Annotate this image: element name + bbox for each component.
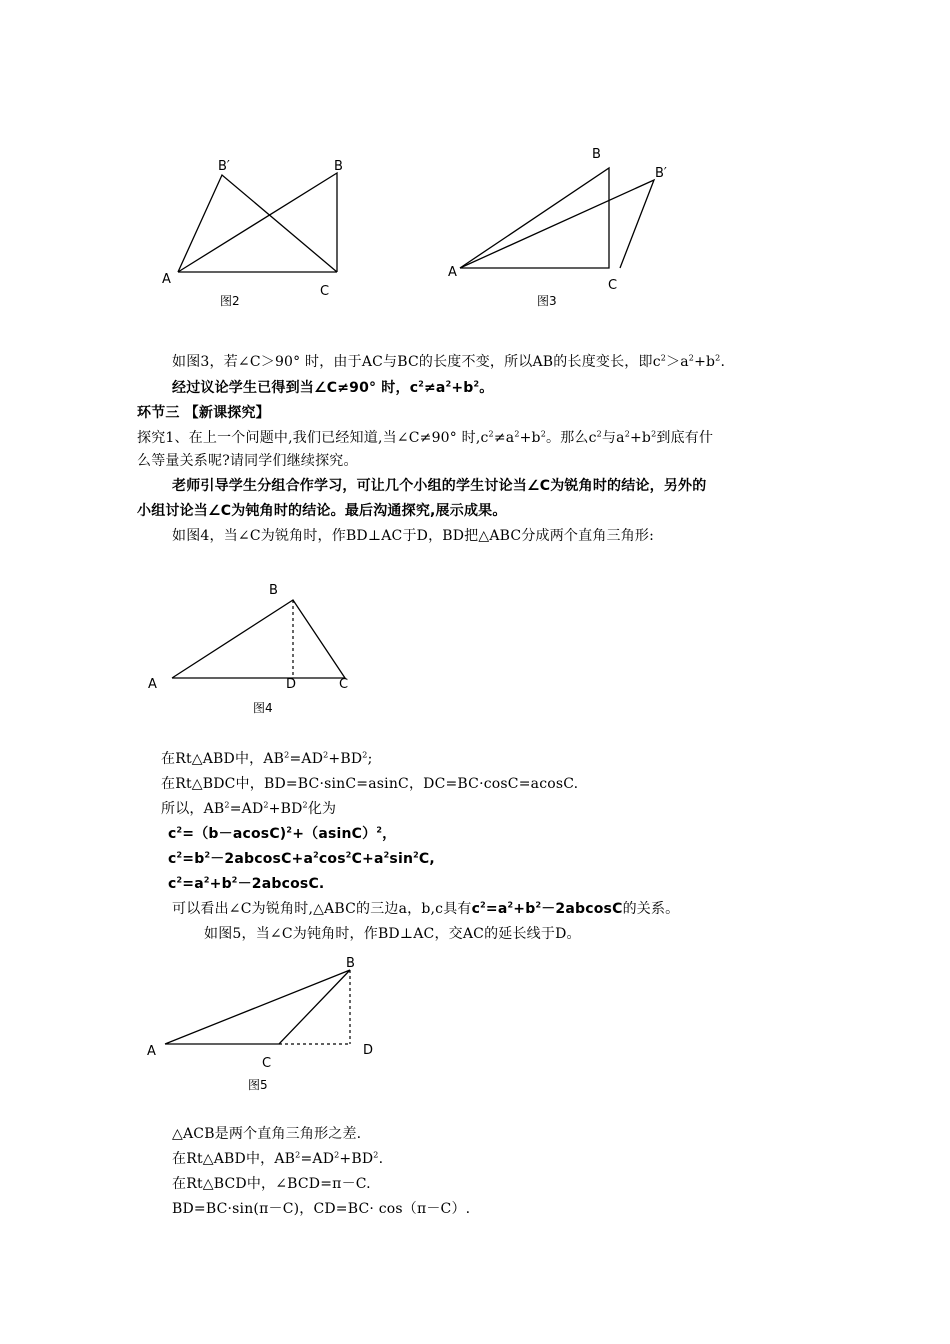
bd-cd-line: BD=BC·sin(π－C)，CD=BC· cos（π－C）.: [172, 1201, 471, 1217]
figure-2: [150, 150, 370, 315]
triangle-abc: [172, 600, 345, 678]
paragraph-conclusion: 经过议论学生已得到当∠C≠90° 时，$c^2\ne a^2+b^2$。: [172, 379, 494, 396]
figure-3-caption: 图3: [537, 294, 557, 308]
triangle-acb: [165, 970, 350, 1044]
figure-3-diagram: [440, 140, 680, 310]
explore1-line2: 么等量关系呢?请同学们继续探究。: [137, 453, 358, 469]
label-a: A: [162, 272, 171, 287]
so-line: 所以，$AB^2=AD^2+BD^2$化为: [161, 800, 337, 817]
label-c: C: [262, 1056, 272, 1071]
explore1-line1: 探究1、在上一个问题中,我们已经知道,当∠C≠90° 时$,c^2\ne a^2+b^2$。那么$c^2$与$a^2+b^2$到底有什: [137, 429, 714, 446]
figure-4: [140, 575, 370, 720]
equation-3: $c^2=a^2+b^2-2abcosC$.: [168, 875, 325, 892]
figure-2-diagram: [150, 150, 370, 315]
equation-2: $c^2=b^2-2abcosC+a^2\cos^2C+a^2\sin^2C$,: [168, 850, 435, 867]
teacher-line2: 小组讨论当∠C为钝角时的结论。最后沟通探究,展示成果。: [137, 503, 507, 519]
label-d: D: [286, 677, 297, 692]
label-b-prime: B′: [218, 159, 230, 174]
rt-bcd: 在Rt△BCD中，∠BCD=π－C.: [172, 1176, 371, 1192]
label-b: B: [334, 159, 343, 174]
triangle-abc: [460, 168, 609, 268]
label-b: B: [592, 147, 601, 162]
fig5-intro: 如图5，当∠C为钝角时，作BD⊥AC，交AC的延长线于D。: [204, 926, 581, 942]
label-d: D: [363, 1043, 374, 1058]
triangle-abc: [178, 173, 337, 272]
label-c: C: [608, 278, 618, 293]
figure-5-diagram: [140, 950, 390, 1095]
figure-4-caption: 图4: [253, 701, 273, 715]
rt-bdc: 在Rt△BDC中，BD=BC·sinC=asinC，DC=BC·cosC=acosC.: [161, 776, 579, 792]
label-c: C: [320, 284, 330, 299]
label-b: B: [346, 956, 355, 971]
label-a: A: [147, 1044, 156, 1059]
acb-difference: △ACB是两个直角三角形之差.: [172, 1126, 362, 1142]
label-b: B: [269, 583, 278, 598]
label-c: C: [339, 677, 349, 692]
figure-5: [140, 950, 390, 1095]
figure-4-diagram: [140, 575, 370, 720]
label-a: A: [448, 265, 457, 280]
equation-1: $c^2=(b-acosC)^2+(asinC)^2$，: [168, 825, 397, 842]
rt-abd-2: 在Rt△ABD中，$AB^2=AD^2+BD^2$.: [172, 1150, 384, 1167]
rt-abd: 在Rt△ABD中，$AB^2=AD^2+BD^2$;: [161, 750, 373, 767]
fig4-intro: 如图4，当∠C为锐角时，作BD⊥AC于D，BD把△ABC分成两个直角三角形:: [172, 528, 655, 544]
section-heading: 环节三 【新课探究】: [137, 405, 270, 421]
triangle-ab-prime-c: [460, 180, 654, 268]
figure-5-caption: 图5: [248, 1078, 268, 1092]
label-b-prime: B′: [655, 166, 667, 181]
teacher-line1: 老师引导学生分组合作学习，可让几个小组的学生讨论当∠C为锐角时的结论，另外的: [172, 478, 707, 494]
label-a: A: [148, 677, 157, 692]
paragraph-fig3: 如图3，若∠C＞90° 时，由于AC与BC的长度不变，所以AB的长度变长，即$c^2>a^2+b^2$.: [172, 353, 726, 370]
figure-3: [440, 140, 680, 310]
figure-2-caption: 图2: [220, 294, 240, 308]
acute-conclusion: 可以看出∠C为锐角时,△ABC的三边a，b,c具有$c^2=a^2+b^2-2abcosC$的关系。: [172, 900, 680, 917]
